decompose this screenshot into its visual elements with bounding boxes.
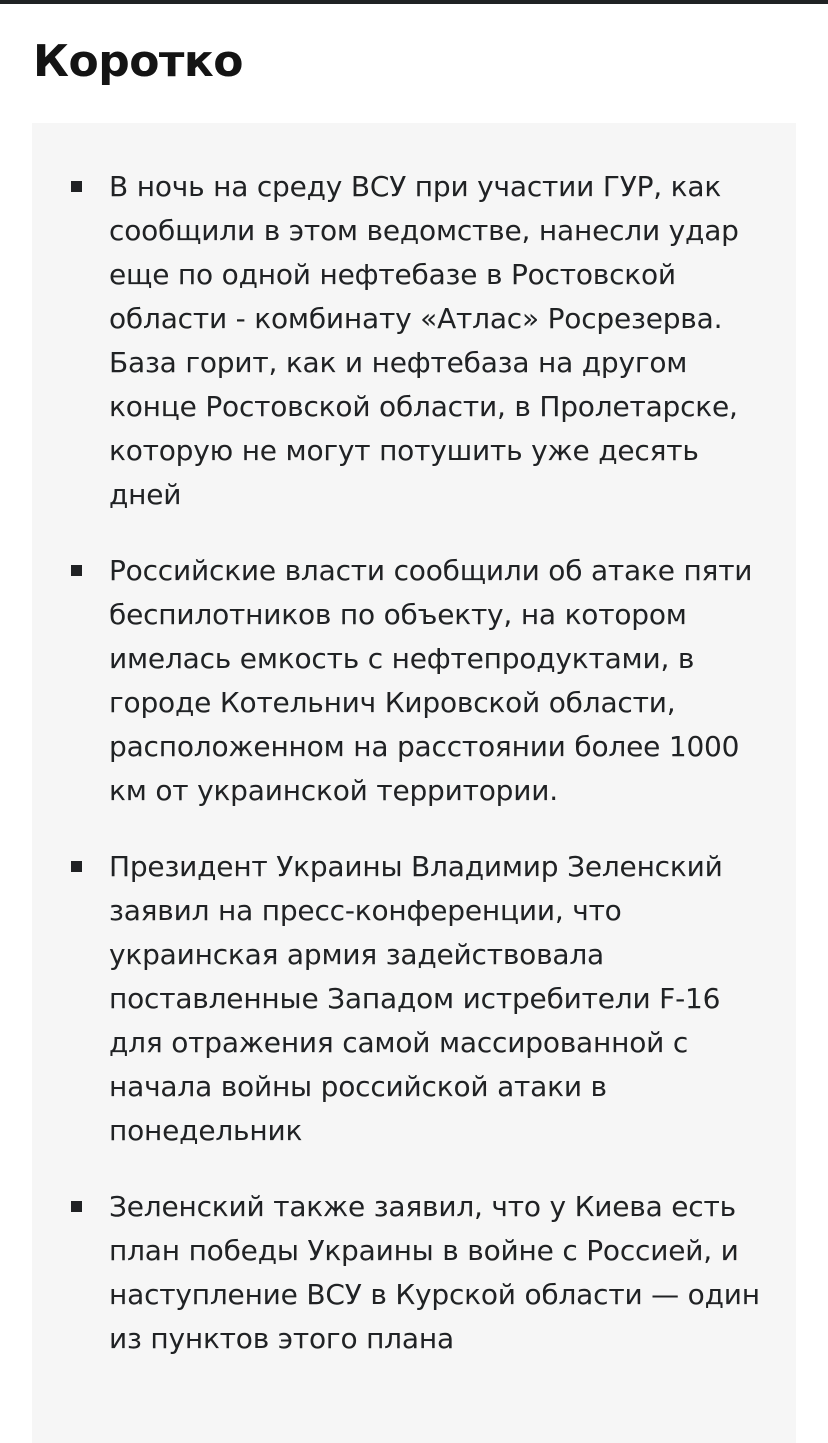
section-title: Коротко bbox=[33, 36, 244, 87]
summary-item bbox=[32, 1185, 796, 1361]
summary-item bbox=[32, 165, 796, 517]
bullet-square-icon bbox=[71, 861, 82, 872]
summary-item bbox=[32, 845, 796, 1153]
summary-item bbox=[32, 549, 796, 813]
summary-box bbox=[32, 123, 796, 1443]
summary-item-text: Президент Украины Владимир Зеленский заявил на пресс-конференции, что украинская армия задействовала поставленные Западом истребители F-16 для отражения самой массированной с начала войны российской атаки в понедельник bbox=[109, 850, 723, 1147]
summary-item-text: Зеленский также заявил, что у Киева есть план победы Украины в войне с Россией, и наступление ВСУ в Курской области — один из пунктов этого плана bbox=[109, 1190, 760, 1355]
bullet-square-icon bbox=[71, 565, 82, 576]
summary-list bbox=[32, 165, 796, 1393]
summary-item-text: В ночь на среду ВСУ при участии ГУР, как сообщили в этом ведомстве, нанесли удар еще по одной нефтебазе в Ростовской области - комбинату «Атлас» Росрезерва. База горит, как и нефтебаза на другом конце Ростовской области, в Пролетарске, которую не могут потушить уже десять дней bbox=[109, 170, 739, 511]
bullet-square-icon bbox=[71, 181, 82, 192]
top-divider bbox=[0, 0, 828, 4]
bullet-square-icon bbox=[71, 1201, 82, 1212]
summary-item-text: Российские власти сообщили об атаке пяти беспилотников по объекту, на котором имелась емкость с нефтепродуктами, в городе Котельнич Кировской области, расположенном на расстоянии более 1000 км от украинской территории. bbox=[109, 554, 753, 807]
